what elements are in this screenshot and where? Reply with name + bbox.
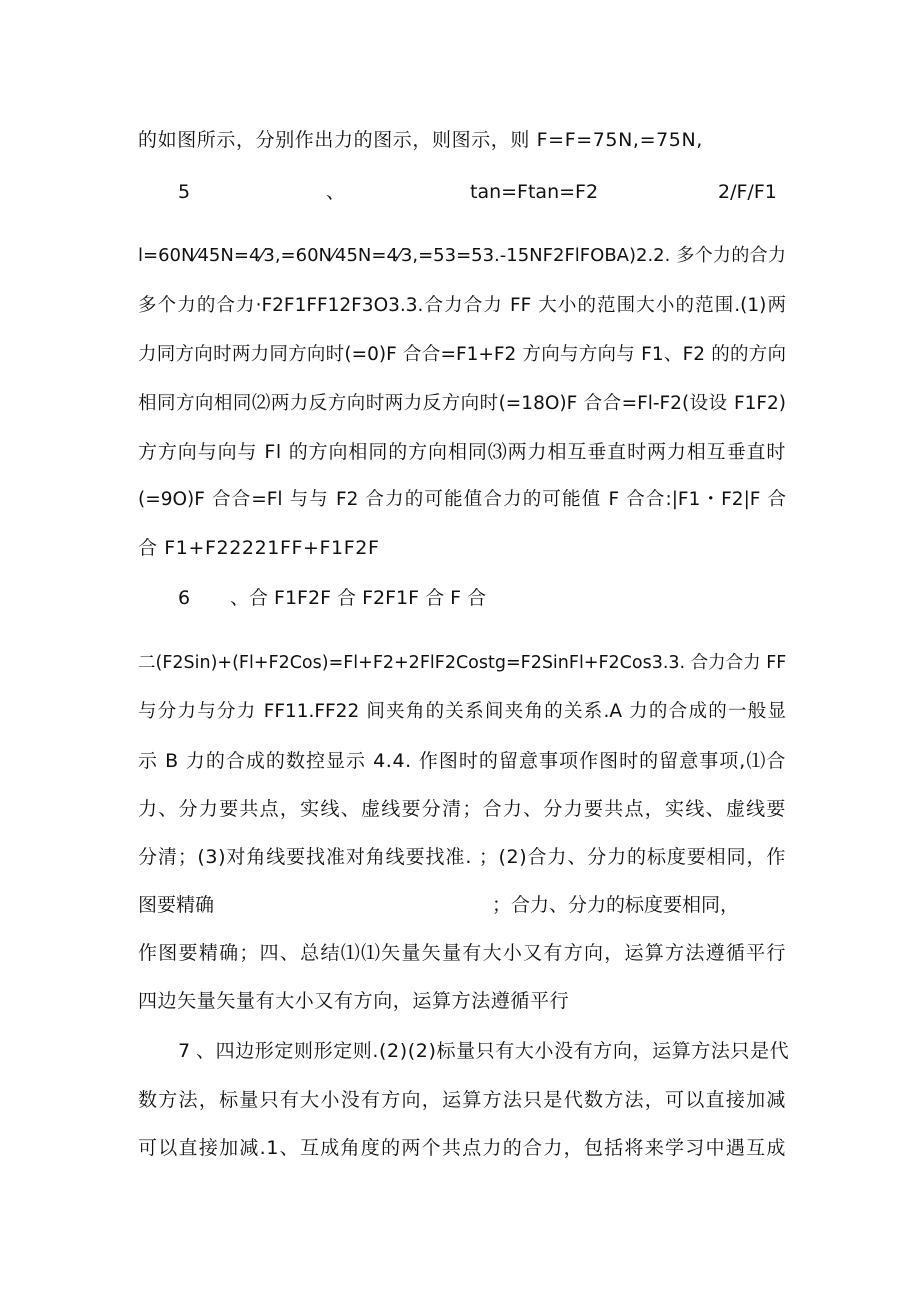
text-line-17: 可以直接加减.1、互成角度的两个共点力的合力，包括将来学习中遇互成 [138, 1137, 786, 1159]
text-line-9: 二(F2Sin)+(Fl+F2Cos)=Fl+F2+2FlF2Costg=F2SinFl+F2Cos3.3. 合力合力 FF [138, 653, 787, 673]
row-5-number: 5 [178, 181, 191, 203]
row-7-number: 7 [178, 1040, 191, 1062]
row-7-text: 、四边形定则形定则.(2)(2)标量只有大小没有方向，运算方法只是代 [196, 1040, 790, 1062]
text-line-1: 的如图所示，分别作出力的图示，则图示，则 F=F=75N,=75N, [138, 129, 703, 151]
row-5-right: 2/F/F1 [718, 181, 777, 203]
row-6-number: 6 [178, 587, 191, 609]
text-line-4: 力同方向时两力同方向时(=0)F 合合=F1+F2 方向与方向与 F1、F2 的的方向 [138, 344, 786, 365]
text-line-13: 分清；(3)对角线要找准对角线要找准. ；(2)合力、分力的标度要相同，作 [138, 846, 786, 868]
row-6-text: 、合 F1F2F 合 F2F1F 合 F 合 [230, 587, 487, 609]
text-line-14: 作图要精确；四、总结⑴⑴矢量矢量有大小又有方向，运算方法遵循平行 [138, 942, 786, 964]
text-line-3: 多个力的合力·F2F1FF12F3O3.3.合力合力 FF 大小的范围大小的范围.(1)两 [138, 295, 786, 316]
text-line-15: 四边矢量矢量有大小又有方向，运算方法遵循平行 [138, 990, 570, 1012]
row-5-middle: tan=Ftan=F2 [470, 181, 599, 203]
text-line-6: 方方向与向与 Fl 的方向相同的方向相同⑶两力相互垂直时两力相互垂直时 [138, 441, 786, 463]
figure-gap-left: 图要精确 [138, 894, 215, 916]
text-line-5: 相同方向相同⑵两力反方向时两力反方向时(=18O)F 合合=Fl-F2(设设 F1F2) [138, 393, 786, 414]
text-line-11: 示 B 力的合成的数控显示 4.4. 作图时的留意事项作图时的留意事项,⑴合 [138, 750, 786, 772]
figure-gap-right: ；合力、分力的标度要相同， [492, 894, 740, 916]
text-line-12: 力、分力要共点，实线、虚线要分清；合力、分力要共点，实线、虚线要 [138, 798, 786, 820]
row-5-mark: 、 [326, 181, 346, 203]
text-line-8: 合 F1+F22221FF+F1F2F [138, 537, 380, 559]
text-line-2: l=60N⁄45N=4⁄3,=60N⁄45N=4⁄3,=53=53.-15NF2FlFOBA)2.2. 多个力的合力 [138, 245, 786, 266]
text-line-7: (=9O)F 合合=Fl 与与 F2 合力的可能值合力的可能值 F 合合:|F1・F2|F 合 [138, 489, 786, 510]
text-line-10: 与分力与分力 FF11.FF22 间夹角的关系间夹角的关系.A 力的合成的一般显 [138, 701, 786, 722]
text-line-16: 数方法，标量只有大小没有方向，运算方法只是代数方法，可以直接加减 [138, 1089, 786, 1111]
